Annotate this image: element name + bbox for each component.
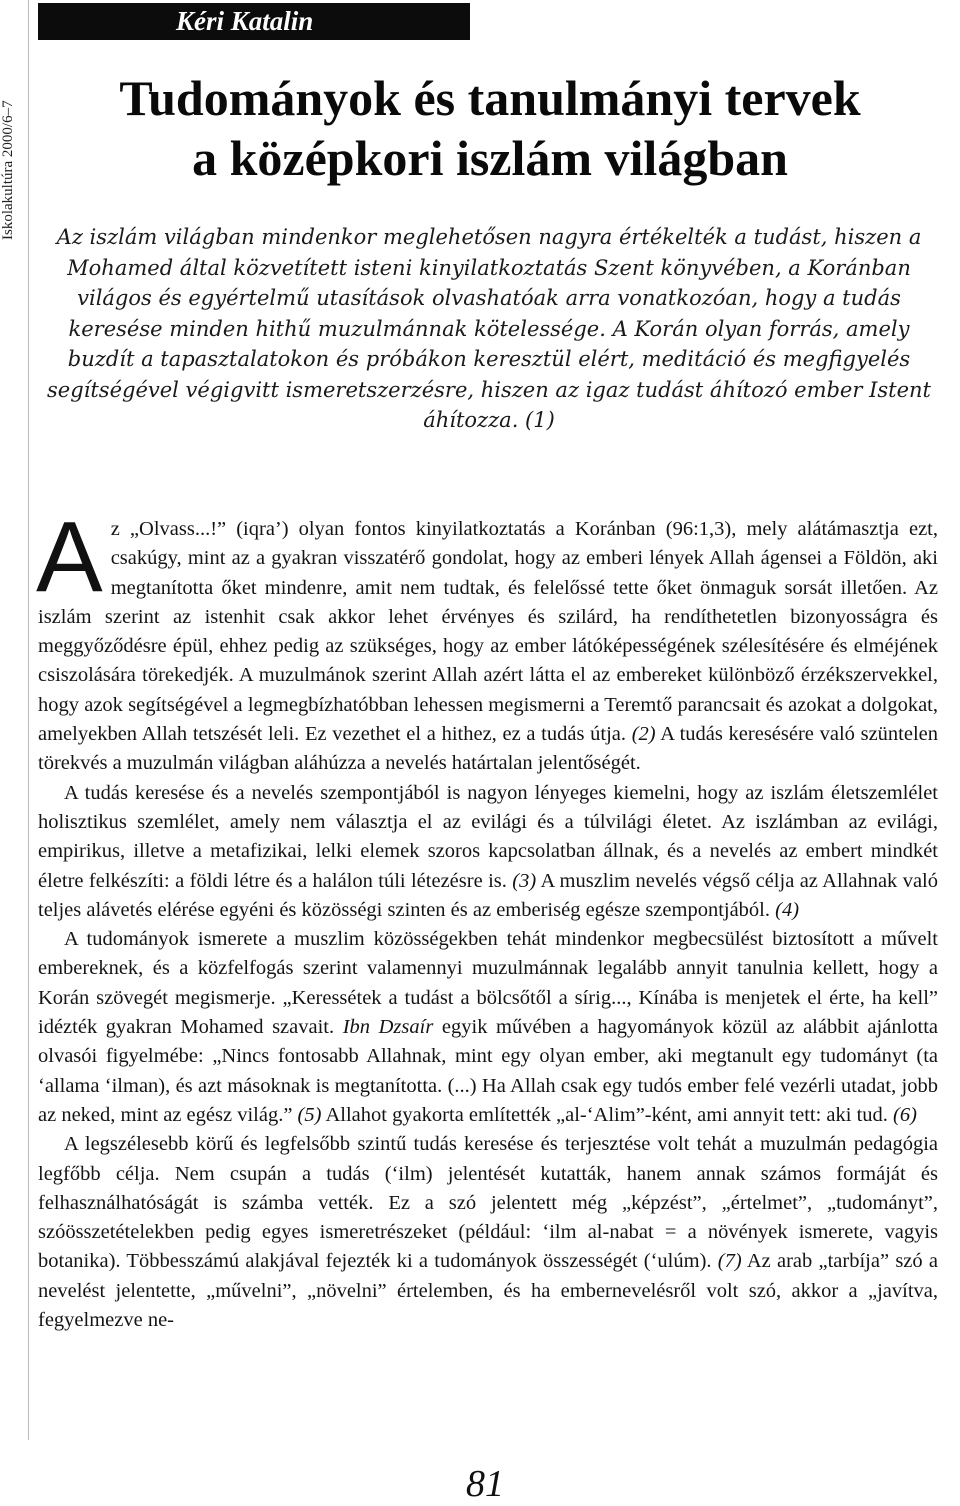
p4-text-1: A legszélesebb körű és legfelsőbb szintű tudás keresése és terjesztése volt tehát a muzulmán pedagógia legfőbb célja. Nem csupán a tudás (‘ilm) jelentését kutatták, hanem annak számos formáját és felhasználhatóságát is számba vették. Ez a szó jelentett még „képzést”, „értelmet”, „tudományt”, szóösszetételekben pedig egyes ismeretrészeket (például: ‘ilm al-nabat = a növények ismerete, vagyis botanika). Többesszámú alakjával fejezték ki a tudományok összességét (‘ulúm). (38, 1133, 938, 1273)
paragraph-4 (38, 1130, 938, 1335)
p3-text-1: A tudományok ismerete a muszlim közösségekben tehát mindenkor megbecsülést biztosított a művelt embereknek, és a közfelfogás szerint valamennyi muzulmánnak legalább annyit tanulnia kellett, hogy a Korán szövegét megismerje. „Keressétek a tudást a bölcsőtől a sírig..., Kínába is menjetek el érte, ha kell” idézték gyakran Mohamed szavait. (38, 928, 938, 1039)
footnote-ref-5: (5) (297, 1103, 322, 1126)
title-line-1: Tudományok és tanulmányi tervek (119, 70, 861, 126)
paragraph-1 (36, 501, 939, 779)
p3-text-3: Allahot gyakorta említették „al-‘Alim”-ként, ami annyit tett: aki tud. (325, 1103, 888, 1126)
footnote-ref-7: (7) (717, 1250, 742, 1273)
drop-cap: A (36, 501, 103, 613)
author-banner: Kéri Katalin (38, 3, 470, 40)
article-title (40, 68, 940, 188)
p3-text-2: egyik művében a hagyományok közül az alábbit ajánlotta olvasói figyelmébe: „Nincs fontosabb Allahnak, mint egy olyan ember, aki megtanult egy tudományt (ta ‘allama ‘ilman), és azt másoknak is megtanította. (...) Ha Allah csak egy tudós ember felé vezérli utadat, jobb az neked, mint az egész világ.” (38, 1016, 939, 1126)
margin-rule (28, 0, 29, 1440)
footnote-ref-2: (2) (631, 723, 656, 746)
page-number: 81 (466, 1463, 504, 1505)
footnote-ref-3: (3) (512, 869, 537, 892)
footnote-ref-4: (4) (775, 898, 800, 921)
article-body (36, 501, 939, 1335)
paragraph-3 (38, 925, 938, 1130)
p4-text-2: Az arab „tarbíja” szó a nevelést jelentette, „művelni”, „növelni” értelemben, és ha embernevelésről volt szó, akkor a „javítva, fegyelmezve ne- (38, 1250, 938, 1332)
p2-text-2: A muszlim nevelés végső célja az Allahnak való teljes alávetés elérése egyéni és közösségi szinten és az emberiség egésze szempontjából. (38, 869, 938, 921)
p1-text-2: A tudás keresésére való szüntelen törekvés a muzulmán világban aláhúzza a nevelés határtalan jelentőségét. (38, 723, 939, 775)
p2-text-1: A tudás keresése és a nevelés szempontjából is nagyon lényeges kiemelni, hogy az iszlám életszemlélet holisztikus szemlélet, amely nem választja el az evilági és a túlvilági életet. Az iszlámban az evilági, empirikus, illetve a metafizikai, lelki elemek szoros kapcsolatban állnak, és a nevelés az embert mindkét életre felkészíti: a földi létre és a halálon túli létezésre is. (38, 781, 938, 892)
p1-text-1: z „Olvass...!” (iqra’) olyan fontos kinyilatkoztatás a Koránban (96:1,3), mely alátámasztja ezt, csakúgy, mint az a gyakran visszatérő gondolat, hogy az emberi lények Allah ágensei a Földön, aki megtanította őket mindenre, amit nem tudtak, és felelőssé tette őket önmaguk sorsát illetően. Az iszlám szerint az istenhit csak akkor lehet érvényes és szilárd, ha rendíthetetlen bizonyosságra és meggyőződésre épül, ehhez pedig az szükséges, hogy az ember látóképességének szélesítésére és elméjének csiszolására törekedjék. A muzulmánok szerint Allah azért látta el az embereket különböző érzékszervekkel, hogy azok segítségével a legmegbízhatóbban lehessen megismerni a Teremtő parancsait és azokat a dolgokat, amelyekben Allah tetszését leli. Ez vezethet el a hithez, ez a tudás útja. (38, 518, 938, 746)
abstract: Az iszlám világban mindenkor meglehetősen nagyra értékelték a tudást, hiszen a Mohamed által közvetített isteni kinyilatkoztatás Szent könyvében, a Koránban világos és egyértelmű utasítások olvashatóak arra vonatkozóan, hogy a tudás keresése minden hithű muzulmánnak kötelessége. A Korán olyan forrás, amely buzdít a tapasztalatokon és próbákon keresztül elért, meditáció és megfigyelés segítségével végigvitt ismeretszerzésre, hiszen az igaz tudást áhítozó ember Istent áhítozza. (1) (47, 225, 931, 432)
paragraph-2 (38, 779, 938, 925)
journal-running-head: Iskolakultúra 2000/6–7 (0, 100, 16, 240)
title-line-2: a középkori iszlám világban (192, 130, 788, 186)
footnote-ref-6: (6) (893, 1103, 917, 1126)
author-name-ibn-dzsair: Ibn Dzsaír (342, 1016, 434, 1039)
